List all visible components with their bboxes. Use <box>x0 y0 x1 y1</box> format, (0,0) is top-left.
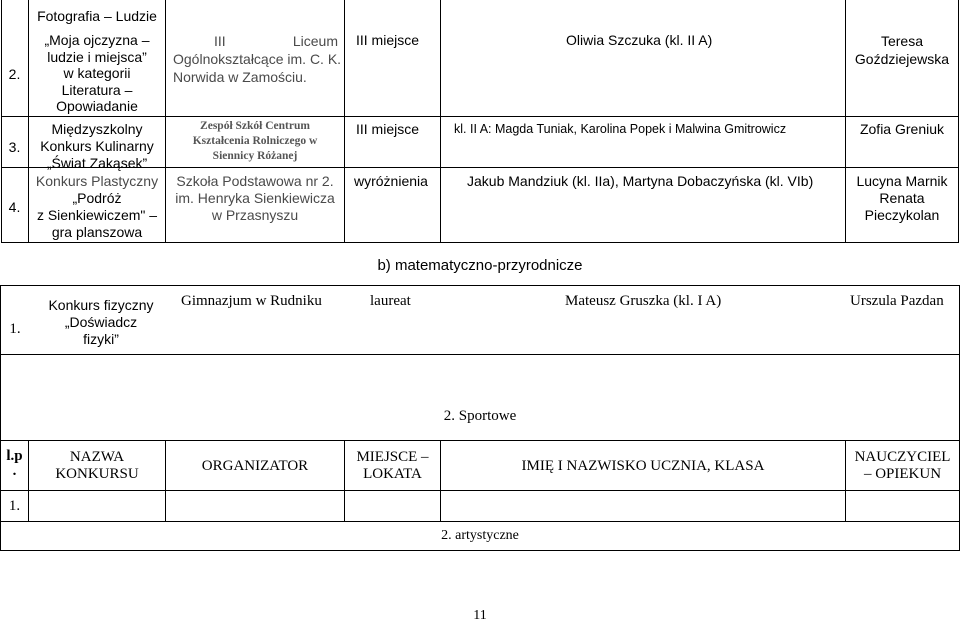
category-header: Fotografia – Ludzie <box>37 8 157 24</box>
contest-name: Konkurs fizyczny „Doświadcz fizyki” <box>48 297 154 347</box>
place: laureat <box>370 293 411 309</box>
row-lp: 1. <box>8 498 21 514</box>
row-lp: 3. <box>8 139 21 155</box>
student-name: Jakub Mandziuk (kl. IIa), Martyna Dobaczyńska (kl. VIb) <box>467 173 814 189</box>
student-name: kl. II A: Magda Tuniak, Karolina Popek i Malwina Gmitrowicz <box>454 122 787 136</box>
student-name: Oliwia Szczuka (kl. II A) <box>566 32 713 48</box>
teacher-name: Teresa Goździejewska <box>854 33 950 67</box>
contest-name: Konkurs Plastyczny „Podróż z Sienkiewiczem" – gra planszowa <box>35 173 159 240</box>
row-lp: 4. <box>8 199 21 215</box>
organizer: Szkoła Podstawowa nr 2. im. Henryka Sienkiewicza w Przasnyszu <box>175 173 335 223</box>
header-contest: NAZWA KONKURSU <box>55 449 139 482</box>
row-lp: 2. <box>8 66 21 82</box>
header-lp: l.p . <box>6 448 23 479</box>
teacher-name: Lucyna Marnik Renata Pieczykolan <box>856 173 948 223</box>
organizer: III Liceum Ogólnokształcące im. C. K. Norwida w Zamościu. <box>173 33 342 85</box>
place: wyróżnienia <box>354 173 428 189</box>
organizer: Zespół Szkół Centrum Kształcenia Rolniczego w Siennicy Różanej <box>192 120 318 162</box>
header-place: MIEJSCE – LOKATA <box>356 449 429 482</box>
subsection-title: 2. artystyczne <box>441 528 519 543</box>
teacher-name: Urszula Pazdan <box>850 293 944 309</box>
header-teacher: NAUCZYCIEL – OPIEKUN <box>854 449 951 482</box>
header-student: IMIĘ I NAZWISKO UCZNIA, KLASA <box>521 458 765 474</box>
contest-name: „Moja ojczyzna – ludzie i miejsca” w kategorii Literatura – Opowiadanie <box>44 32 150 114</box>
row-lp: 1. <box>9 321 21 337</box>
teacher-name: Zofia Greniuk <box>859 121 945 137</box>
organizer: Gimnazjum w Rudniku <box>181 293 322 309</box>
student-name: Mateusz Gruszka (kl. I A) <box>565 293 722 309</box>
header-organizer: ORGANIZATOR <box>201 458 309 474</box>
place: III miejsce <box>356 121 420 137</box>
page-number: 11 <box>473 608 487 623</box>
place: III miejsce <box>356 32 420 48</box>
contest-name: Międzyszkolny Konkurs Kulinarny „Świat Zakąsek” <box>40 121 154 171</box>
section-title: b) matematyczno-przyrodnicze <box>377 257 583 274</box>
section-title: 2. Sportowe <box>443 408 517 424</box>
